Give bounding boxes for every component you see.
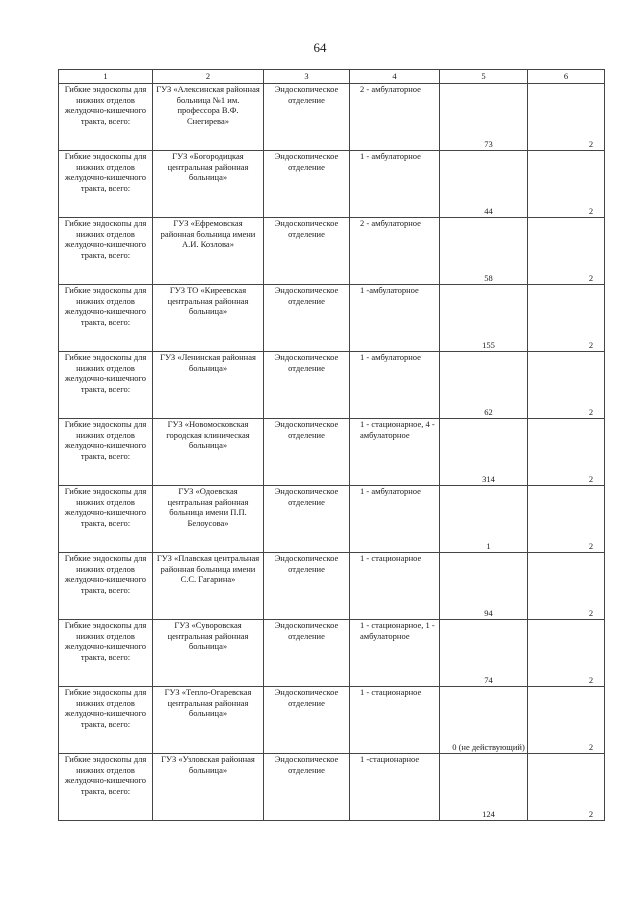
column6-cell: [528, 151, 604, 217]
count-cell: [440, 218, 527, 284]
column6-cell: [528, 218, 604, 284]
department-cell: Эндоскопическое отделение: [274, 687, 339, 708]
count-cell: [440, 620, 527, 686]
column6-cell: [528, 620, 604, 686]
mode-cell: 1 - стационарное: [360, 687, 422, 697]
department-cell: Эндоскопическое отделение: [274, 352, 339, 373]
column-header: 5: [440, 70, 528, 84]
table-row: [59, 151, 605, 218]
organization-cell: ГУЗ «Узловская районная больница»: [161, 754, 255, 775]
column6-cell-value: 2: [588, 809, 594, 820]
mode-cell: 2 - амбулаторное: [360, 218, 421, 228]
table-header-row: [59, 70, 605, 84]
table-row: [59, 486, 605, 553]
mode-cell: 1 - стационарное, 1 - амбулаторное: [360, 620, 435, 641]
page-number: 64: [313, 40, 327, 55]
count-cell-value: 1: [486, 541, 491, 552]
count-cell: [440, 151, 527, 217]
column6-cell-value: 2: [588, 608, 594, 619]
equipment-table: [58, 69, 605, 821]
column-header: 3: [264, 70, 350, 84]
mode-cell: 1 - стационарное, 4 - амбулаторное: [360, 419, 435, 440]
column6-cell: [528, 419, 604, 485]
table-row: [59, 754, 605, 821]
column-header: 2: [153, 70, 264, 84]
count-cell-value: 314: [482, 474, 495, 485]
count-cell-value: 73: [484, 139, 493, 150]
count-cell: [440, 687, 527, 753]
department-cell: Эндоскопическое отделение: [274, 486, 339, 507]
column-header: 6: [528, 70, 605, 84]
table-row: [59, 687, 605, 754]
equipment-type-cell: Гибкие эндоскопы для нижних отделов желудочно-кишечного тракта, всего:: [64, 553, 147, 595]
organization-cell: ГУЗ «Суворовская центральная районная больница»: [167, 620, 249, 652]
department-cell: Эндоскопическое отделение: [274, 419, 339, 440]
count-cell: [440, 419, 527, 485]
department-cell: Эндоскопическое отделение: [274, 553, 339, 574]
count-cell-value: 0 (не действующий): [452, 742, 525, 753]
column6-cell: [528, 486, 604, 552]
equipment-type-cell: Гибкие эндоскопы для нижних отделов желудочно-кишечного тракта, всего:: [64, 486, 147, 528]
count-cell-value: 74: [484, 675, 493, 686]
mode-cell: 1 - амбулаторное: [360, 151, 421, 161]
organization-cell: ГУЗ «Тепло-Огаревская центральная районная больница»: [164, 687, 252, 719]
count-cell-value: 62: [484, 407, 493, 418]
count-cell-value: 124: [482, 809, 495, 820]
department-cell: Эндоскопическое отделение: [274, 620, 339, 641]
column6-cell-value: 2: [588, 139, 594, 150]
table-row: [59, 419, 605, 486]
table-row: [59, 620, 605, 687]
column6-cell: [528, 285, 604, 351]
count-cell: [440, 754, 527, 820]
column-header: 1: [59, 70, 153, 84]
column6-cell: [528, 754, 604, 820]
count-cell-value: 44: [484, 206, 493, 217]
count-cell-value: 94: [484, 608, 493, 619]
column6-cell: [528, 553, 604, 619]
mode-cell: 1 - стационарное: [360, 553, 422, 563]
mode-cell: 1 - амбулаторное: [360, 352, 421, 362]
column6-cell-value: 2: [588, 206, 594, 217]
table-row: [59, 553, 605, 620]
mode-cell: 1 -амбулаторное: [360, 285, 419, 295]
count-cell: [440, 352, 527, 418]
mode-cell: 1 -стационарное: [360, 754, 420, 764]
equipment-type-cell: Гибкие эндоскопы для нижних отделов желудочно-кишечного тракта, всего:: [64, 620, 147, 662]
department-cell: Эндоскопическое отделение: [274, 285, 339, 306]
column6-cell-value: 2: [588, 340, 594, 351]
column6-cell: [528, 84, 604, 150]
table-row: [59, 285, 605, 352]
equipment-type-cell: Гибкие эндоскопы для нижних отделов желудочно-кишечного тракта, всего:: [64, 352, 147, 394]
column6-cell-value: 2: [588, 675, 594, 686]
column6-cell-value: 2: [588, 474, 594, 485]
count-cell: [440, 84, 527, 150]
organization-cell: ГУЗ ТО «Киреевская центральная районная больница»: [167, 285, 249, 317]
equipment-type-cell: Гибкие эндоскопы для нижних отделов желудочно-кишечного тракта, всего:: [64, 285, 147, 327]
column6-cell-value: 2: [588, 407, 594, 418]
department-cell: Эндоскопическое отделение: [274, 218, 339, 239]
organization-cell: ГУЗ «Ленинская районная больница»: [160, 352, 256, 373]
column6-cell-value: 2: [588, 541, 594, 552]
organization-cell: ГУЗ «Плавская центральная районная больница имени С.С. Гагарина»: [156, 553, 260, 585]
table-row: [59, 84, 605, 151]
department-cell: Эндоскопическое отделение: [274, 754, 339, 775]
column-header: 4: [350, 70, 440, 84]
equipment-type-cell: Гибкие эндоскопы для нижних отделов желудочно-кишечного тракта, всего:: [64, 151, 147, 193]
count-cell: [440, 486, 527, 552]
department-cell: Эндоскопическое отделение: [274, 151, 339, 172]
organization-cell: ГУЗ «Алексинская районная больница №1 им. профессора В.Ф. Снегирева»: [156, 84, 260, 126]
equipment-type-cell: Гибкие эндоскопы для нижних отделов желудочно-кишечного тракта, всего:: [64, 687, 147, 729]
equipment-type-cell: Гибкие эндоскопы для нижних отделов желудочно-кишечного тракта, всего:: [64, 218, 147, 260]
column6-cell: [528, 352, 604, 418]
equipment-type-cell: Гибкие эндоскопы для нижних отделов желудочно-кишечного тракта, всего:: [64, 84, 147, 126]
mode-cell: 2 - амбулаторное: [360, 84, 421, 94]
column6-cell-value: 2: [588, 742, 594, 753]
count-cell: [440, 285, 527, 351]
count-cell-value: 58: [484, 273, 493, 284]
equipment-type-cell: Гибкие эндоскопы для нижних отделов желудочно-кишечного тракта, всего:: [64, 754, 147, 796]
table-row: [59, 218, 605, 285]
organization-cell: ГУЗ «Ефремовская районная больница имени А.И. Козлова»: [160, 218, 256, 250]
table-row: [59, 352, 605, 419]
organization-cell: ГУЗ «Новомосковская городская клиническая больница»: [166, 419, 250, 451]
count-cell: [440, 553, 527, 619]
department-cell: Эндоскопическое отделение: [274, 84, 339, 105]
column6-cell: [528, 687, 604, 753]
mode-cell: 1 - амбулаторное: [360, 486, 421, 496]
column6-cell-value: 2: [588, 273, 594, 284]
organization-cell: ГУЗ «Богородицкая центральная районная больница»: [167, 151, 249, 183]
equipment-type-cell: Гибкие эндоскопы для нижних отделов желудочно-кишечного тракта, всего:: [64, 419, 147, 461]
count-cell-value: 155: [482, 340, 495, 351]
organization-cell: ГУЗ «Одоевская центральная районная больница имени П.П. Белоусова»: [167, 486, 249, 528]
